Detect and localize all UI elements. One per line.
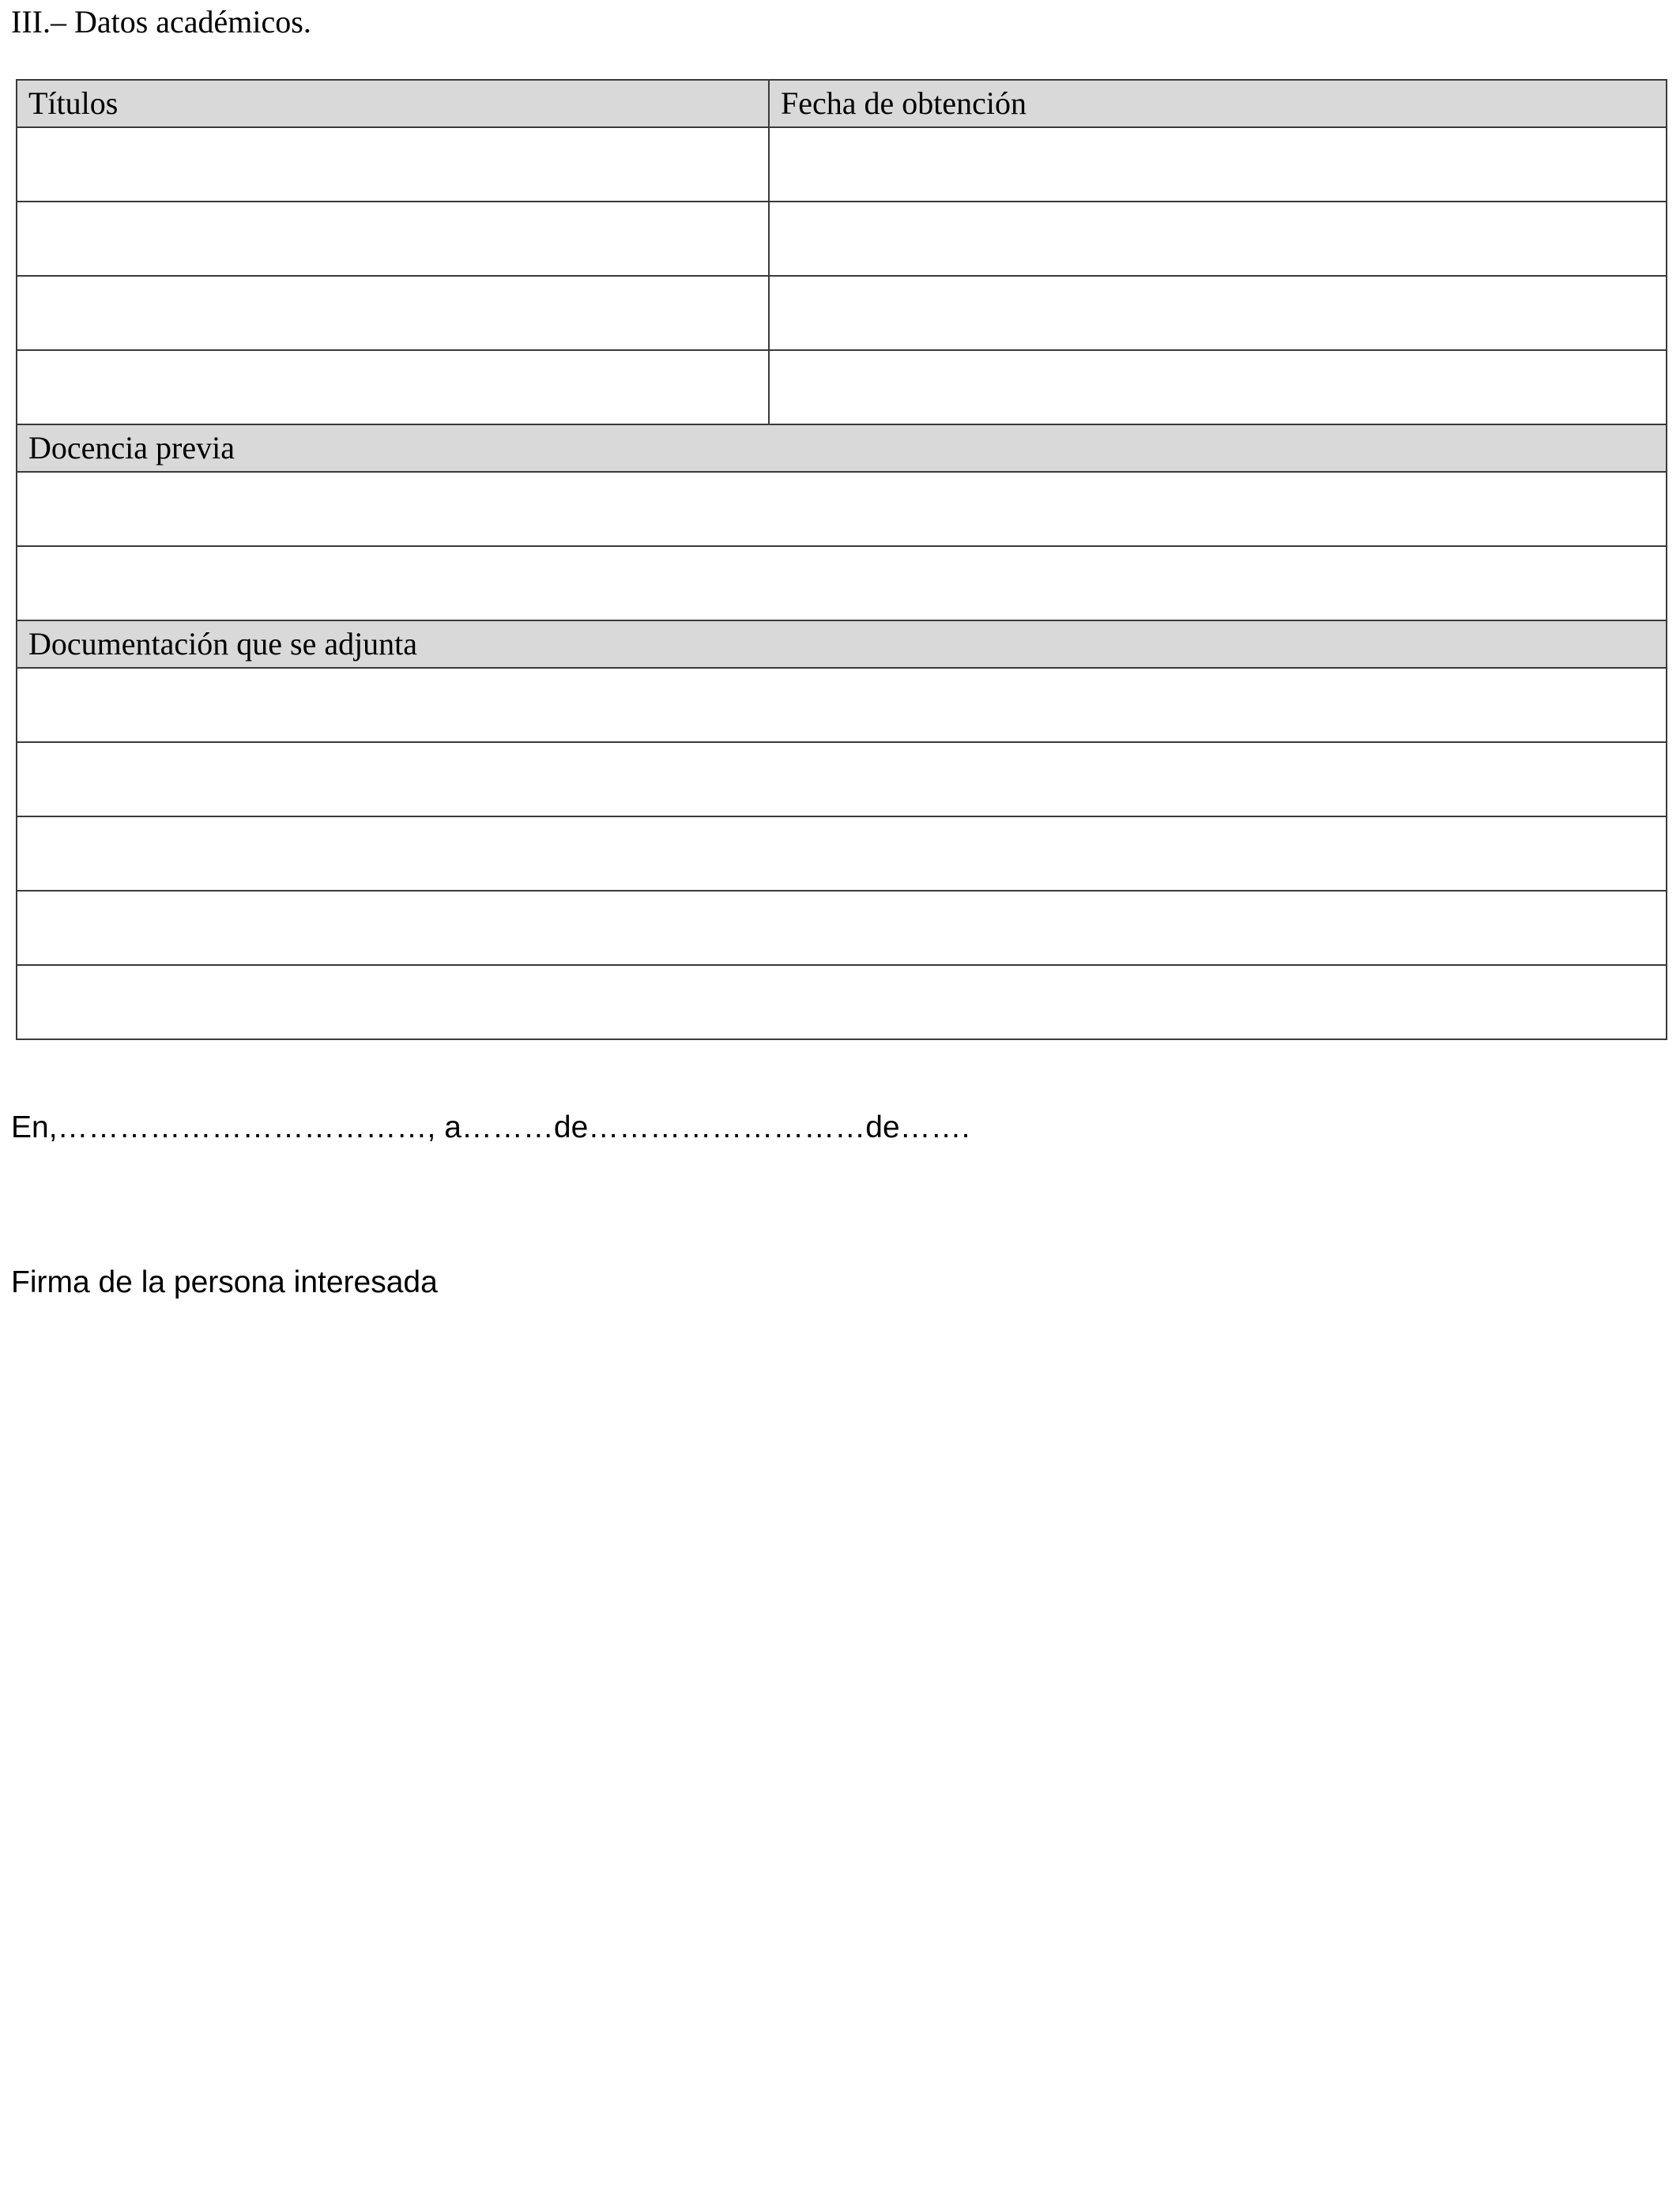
table-row [17,668,1667,742]
documentacion-field[interactable] [17,668,1667,742]
documentacion-field[interactable] [17,965,1667,1039]
titulo-field[interactable] [17,276,769,350]
titulo-field[interactable] [17,127,769,202]
docencia-field[interactable] [17,546,1667,620]
titulo-field[interactable] [17,350,769,424]
table-row [17,965,1667,1039]
table-header-row [17,80,1667,127]
header-docencia-previa: Docencia previa [17,424,1667,472]
fecha-field[interactable] [769,276,1667,350]
documentacion-field[interactable] [17,816,1667,891]
fecha-field[interactable] [769,202,1667,276]
place-date-line: En,………………………………, a………de………………………de……. [11,1110,970,1144]
documentacion-field[interactable] [17,742,1667,816]
documentacion-field[interactable] [17,891,1667,965]
table-row [17,350,1667,424]
section-title: III.– Datos académicos. [11,4,311,40]
header-documentacion: Documentación que se adjunta [17,620,1667,668]
signature-label: Firma de la persona interesada [11,1265,438,1299]
header-fecha-obtencion: Fecha de obtención [769,80,1667,127]
table-row [17,127,1667,202]
docencia-header-row [17,424,1667,472]
fecha-field[interactable] [769,127,1667,202]
fecha-field[interactable] [769,350,1667,424]
table-row [17,546,1667,620]
table-row [17,891,1667,965]
table-row [17,202,1667,276]
table-row [17,276,1667,350]
table-row [17,472,1667,546]
table-row [17,816,1667,891]
header-titulos: Títulos [17,80,769,127]
documentacion-header-row [17,620,1667,668]
academic-data-table [16,79,1667,1040]
table-row [17,742,1667,816]
docencia-field[interactable] [17,472,1667,546]
titulo-field[interactable] [17,202,769,276]
